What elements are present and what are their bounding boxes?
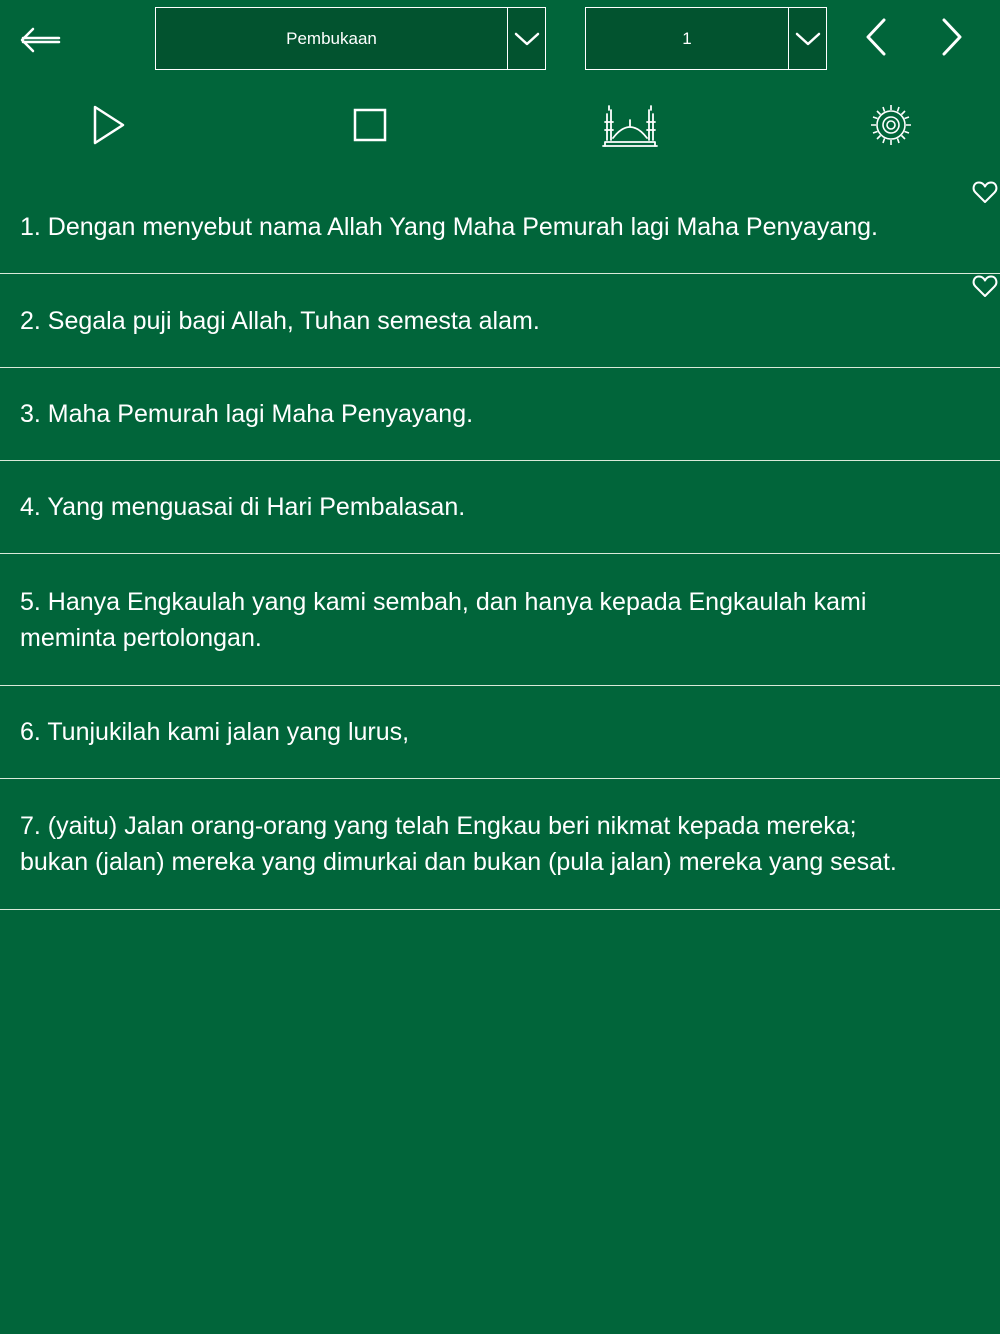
chevron-left-icon <box>864 18 888 56</box>
verse-text: 3. Maha Pemurah lagi Maha Penyayang. <box>20 400 474 428</box>
list-item[interactable] <box>0 274 1000 368</box>
next-button[interactable] <box>932 14 972 60</box>
verse-select[interactable] <box>585 7 827 70</box>
mosque-icon <box>599 102 661 148</box>
mosque-button[interactable] <box>597 100 663 150</box>
surah-select[interactable] <box>155 7 546 70</box>
left-arrow-icon <box>17 25 63 55</box>
verse-select-value: 1 <box>682 28 692 48</box>
list-item[interactable] <box>0 180 1000 274</box>
chevron-down-icon <box>795 31 821 47</box>
heart-icon[interactable] <box>972 274 998 298</box>
verse-text: 1. Dengan menyebut nama Allah Yang Maha Pemurah lagi Maha Penyayang. <box>20 212 878 241</box>
verse-text: 5. Hanya Engkaulah yang kami sembah, dan hanya kepada Engkaulah kami meminta pertolongan. <box>20 587 867 652</box>
play-button[interactable] <box>84 100 134 150</box>
stop-button[interactable] <box>345 100 395 150</box>
surah-select-value: Pembukaan <box>286 28 377 48</box>
play-icon <box>92 105 126 145</box>
verse-text: 6. Tunjukilah kami jalan yang lurus, <box>20 718 410 746</box>
verse-select-caret[interactable] <box>788 8 826 69</box>
stop-icon <box>353 108 387 142</box>
verse-text: 7. (yaitu) Jalan orang-orang yang telah Engkau beri nikmat kepada mereka; bukan (jalan) mereka yang dimurkai dan bukan (pula jalan) mereka yang sesat. <box>20 812 897 876</box>
gear-icon <box>869 103 913 147</box>
list-item[interactable] <box>0 686 1000 779</box>
top-bar <box>0 0 1000 80</box>
list-item[interactable] <box>0 461 1000 554</box>
previous-button[interactable] <box>856 14 896 60</box>
verse-text: 2. Segala puji bagi Allah, Tuhan semesta alam. <box>20 306 540 335</box>
playback-toolbar <box>0 95 1000 155</box>
list-item[interactable] <box>0 368 1000 461</box>
chevron-right-icon <box>940 18 964 56</box>
settings-button[interactable] <box>864 100 918 150</box>
verse-list <box>0 180 1000 910</box>
verse-text: 4. Yang menguasai di Hari Pembalasan. <box>20 493 466 521</box>
list-item[interactable] <box>0 554 1000 686</box>
chevron-down-icon <box>514 31 540 47</box>
surah-select-caret[interactable] <box>507 8 545 69</box>
list-item[interactable] <box>0 779 1000 910</box>
heart-icon[interactable] <box>972 180 998 204</box>
back-button[interactable] <box>12 20 68 60</box>
